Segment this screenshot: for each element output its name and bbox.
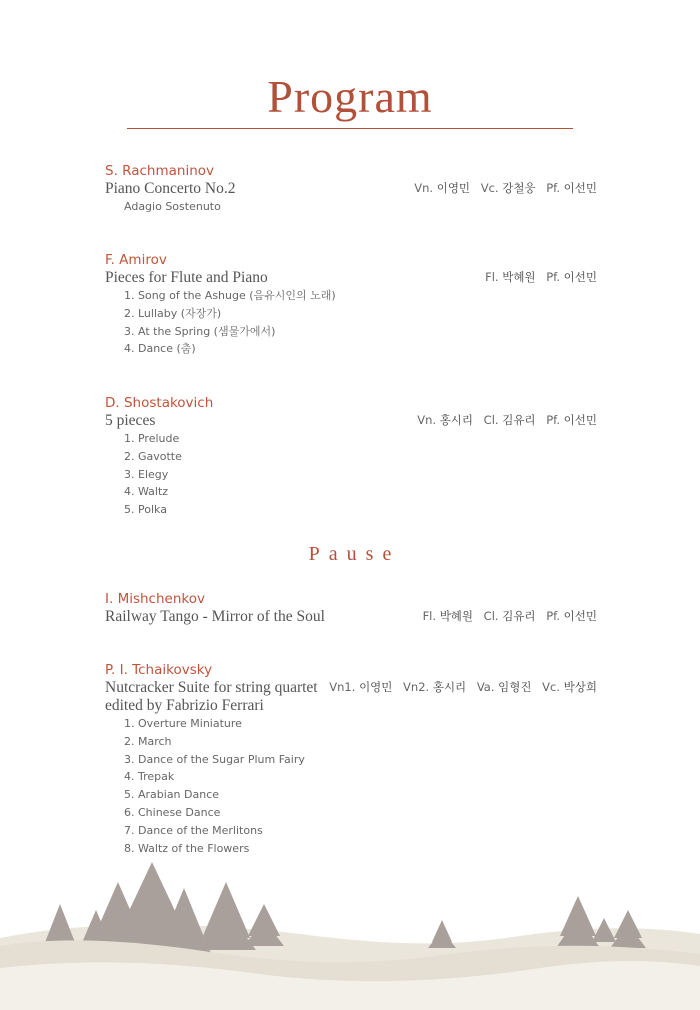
movement-list (105, 430, 600, 519)
tree-icon (428, 930, 456, 948)
performer-role: Fl. (422, 609, 437, 623)
winter-landscape-illustration (0, 850, 700, 1010)
performer-role: Vn2. (403, 680, 430, 694)
movement-item: 5. Polka (124, 503, 167, 517)
composer-name: I. Mishchenkov (105, 591, 205, 607)
performer-name: 박혜원 (502, 270, 536, 284)
intermission-label: Pause (308, 543, 401, 565)
movement-item: 7. Dance of the Merlitons (124, 823, 263, 837)
work-title: Pieces for Flute and Piano (105, 269, 268, 286)
program-piece (105, 661, 600, 857)
movement-item: 1. Overture Miniature (124, 717, 242, 730)
performer-name: 이영민 (359, 680, 393, 694)
title-divider (127, 128, 573, 129)
movement-item: 8. Waltz of the Flowers (124, 841, 250, 855)
performer-role: Cl. (483, 413, 499, 427)
movement-item: 4. Trepak (124, 770, 175, 784)
performer-list (414, 180, 597, 196)
movement-item: 2. March (124, 734, 172, 748)
performer-list (417, 412, 597, 428)
movement-item: 3. At the Spring (샘물가에서) (124, 324, 276, 338)
performer-role: Vn. (417, 413, 437, 427)
movement-list (105, 715, 600, 857)
movement-item: Adagio Sostenuto (124, 200, 221, 213)
performer-role: Pf. (546, 270, 561, 284)
performer-list (423, 608, 597, 624)
work-title: 5 pieces (105, 412, 156, 429)
performer-name: 박상희 (563, 680, 597, 694)
movement-item: 6. Chinese Dance (124, 805, 221, 819)
movement-list (105, 287, 600, 358)
performer-name: 박혜원 (439, 609, 474, 623)
performer-role: Pf. (546, 181, 561, 195)
tree-cluster-middle (428, 920, 456, 948)
performer-role: Va. (476, 680, 495, 694)
movement-list (105, 198, 600, 216)
movement-item: 1. Prelude (124, 432, 180, 445)
composer-name: D. Shostakovich (105, 395, 214, 411)
work-title: Piano Concerto No.2 (105, 180, 236, 197)
movement-item: 3. Dance of the Sugar Plum Fairy (124, 752, 305, 766)
movement-item: 3. Elegy (124, 467, 169, 481)
performer-role: Pf. (546, 609, 561, 623)
movement-item: 2. Lullaby (자장가) (124, 306, 222, 320)
performer-name: 이선민 (563, 270, 597, 284)
performer-name: 홍시리 (439, 413, 474, 427)
program-piece (105, 251, 600, 358)
performer-list (329, 679, 597, 695)
performer-role: Pf. (546, 413, 561, 427)
performer-role: Vn1. (329, 680, 356, 694)
program-piece (105, 162, 600, 216)
program-piece (105, 394, 600, 519)
tree-cluster-right (556, 896, 646, 948)
performer-role: Cl. (483, 609, 499, 623)
composer-name: S. Rachmaninov (105, 163, 215, 179)
movement-item: 2. Gavotte (124, 449, 182, 463)
composer-name: F. Amirov (105, 252, 167, 268)
movement-item: 4. Waltz (124, 485, 169, 499)
program-title: Program (267, 71, 433, 122)
performer-name: 홍시리 (432, 680, 467, 694)
performer-role: Vc. (542, 680, 561, 694)
performer-name: 김유리 (502, 609, 536, 623)
movement-item: 1. Song of the Ashuge (음유시인의 노래) (124, 289, 336, 302)
performer-name: 임형진 (498, 680, 532, 694)
performer-name: 이선민 (563, 413, 597, 427)
performer-name: 이선민 (563, 181, 597, 195)
program-piece (105, 590, 600, 626)
work-title: Railway Tango - Mirror of the Soul (105, 608, 325, 625)
movement-item: 5. Arabian Dance (124, 788, 220, 802)
performer-role: Vc. (480, 181, 499, 195)
movement-item: 4. Dance (춤) (124, 342, 196, 356)
performer-role: Vn. (414, 181, 434, 195)
work-title: Nutcracker Suite for string quartet edited by Fabrizio Ferrari (105, 679, 318, 714)
performer-name: 김유리 (502, 413, 536, 427)
performer-name: 강철웅 (502, 181, 536, 195)
composer-name: P. I. Tchaikovsky (105, 662, 213, 678)
performer-role: Fl. (485, 270, 499, 284)
performer-name: 이영민 (436, 181, 471, 195)
performer-name: 이선민 (563, 609, 597, 623)
performer-list (485, 269, 597, 285)
